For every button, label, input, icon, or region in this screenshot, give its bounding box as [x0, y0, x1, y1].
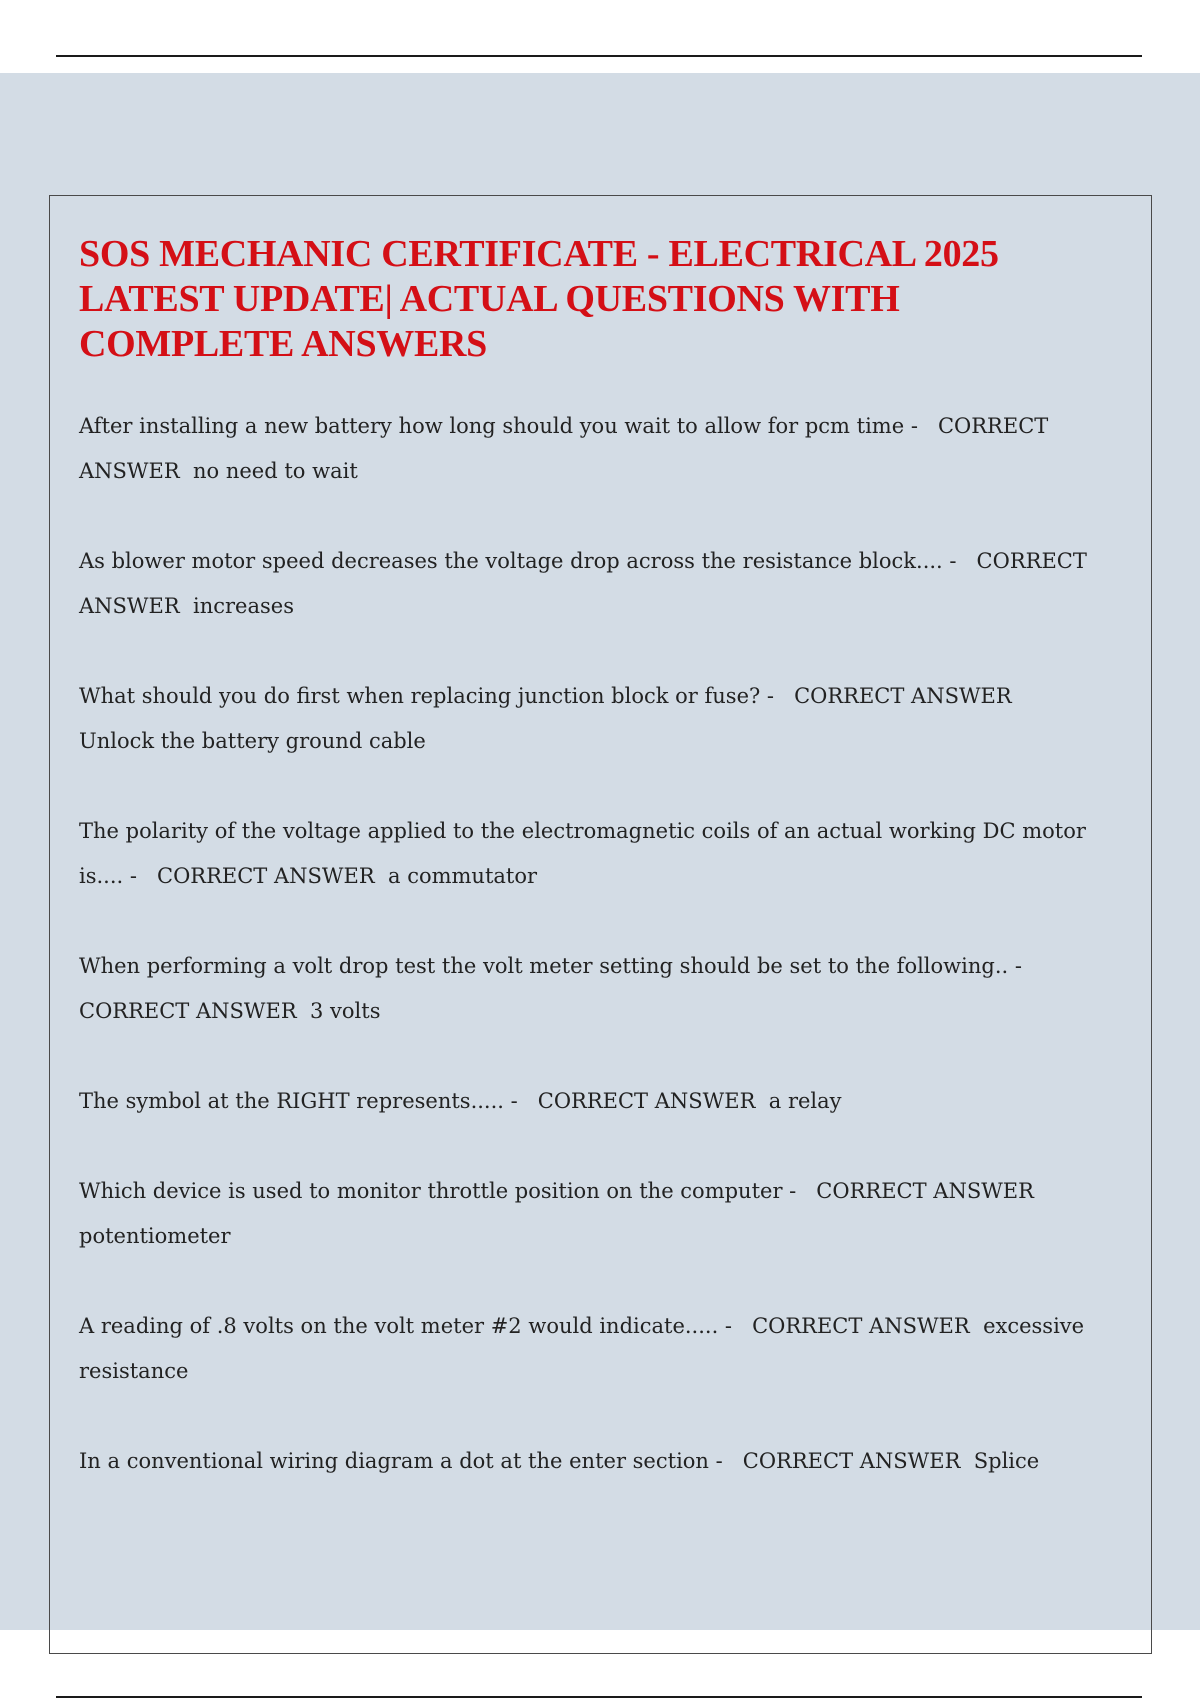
answer-text: potentiometer: [79, 1224, 231, 1248]
answer-text: a relay: [768, 1089, 842, 1113]
qa-list: [79, 404, 1099, 1529]
answer-text: increases: [193, 594, 294, 618]
page-background: [0, 73, 1200, 1630]
footer-rule: [56, 1696, 1142, 1698]
question-text: When performing a volt drop test the volt meter setting should be set to the following.. -: [79, 954, 1022, 978]
answer-text: excessive resistance: [79, 1314, 1085, 1383]
question-text: As blower motor speed decreases the voltage drop across the resistance block.... -: [79, 549, 957, 573]
question-text: After installing a new battery how long should you wait to allow for pcm time -: [79, 414, 918, 438]
qa-item: [79, 1439, 1099, 1484]
qa-item: [79, 1169, 1099, 1259]
qa-item: [79, 809, 1099, 899]
qa-item: [79, 539, 1099, 629]
answer-label: CORRECT ANSWER: [794, 684, 1012, 708]
answer-text: a commutator: [388, 864, 538, 888]
content-frame: [49, 195, 1152, 1654]
answer-label: CORRECT ANSWER: [157, 864, 375, 888]
answer-label: CORRECT ANSWER: [537, 1089, 756, 1113]
answer-text: Splice: [973, 1449, 1040, 1473]
question-text: A reading of .8 volts on the volt meter #2 would indicate..... -: [79, 1314, 733, 1338]
qa-item: [79, 674, 1099, 764]
question-text: In a conventional wiring diagram a dot at the enter section -: [79, 1449, 723, 1473]
answer-label: CORRECT ANSWER: [742, 1449, 961, 1473]
answer-text: 3 volts: [310, 999, 381, 1023]
qa-item: [79, 404, 1099, 494]
question-text: The symbol at the RIGHT represents..... -: [79, 1089, 518, 1113]
question-text: The polarity of the voltage applied to the electromagnetic coils of an actual working DC motor is.... -: [79, 819, 1086, 888]
answer-label: CORRECT ANSWER: [752, 1314, 970, 1338]
header-rule: [56, 55, 1142, 57]
answer-text: no need to wait: [193, 459, 358, 483]
question-text: What should you do first when replacing junction block or fuse? -: [79, 684, 775, 708]
answer-label: CORRECT ANSWER: [816, 1179, 1034, 1203]
answer-label: CORRECT ANSWER: [79, 999, 297, 1023]
qa-item: [79, 1304, 1099, 1394]
answer-label: CORRECT ANSWER: [79, 549, 1087, 618]
answer-text: Unlock the battery ground cable: [79, 729, 426, 753]
qa-item: [79, 944, 1099, 1034]
answer-label: CORRECT ANSWER: [79, 414, 1049, 483]
document-title: SOS MECHANIC CERTIFICATE - ELECTRICAL 2025 LATEST UPDATE| ACTUAL QUESTIONS WITH COMPLETE ANSWERS: [79, 233, 999, 365]
qa-item: [79, 1079, 1099, 1124]
question-text: Which device is used to monitor throttle position on the computer -: [79, 1179, 797, 1203]
